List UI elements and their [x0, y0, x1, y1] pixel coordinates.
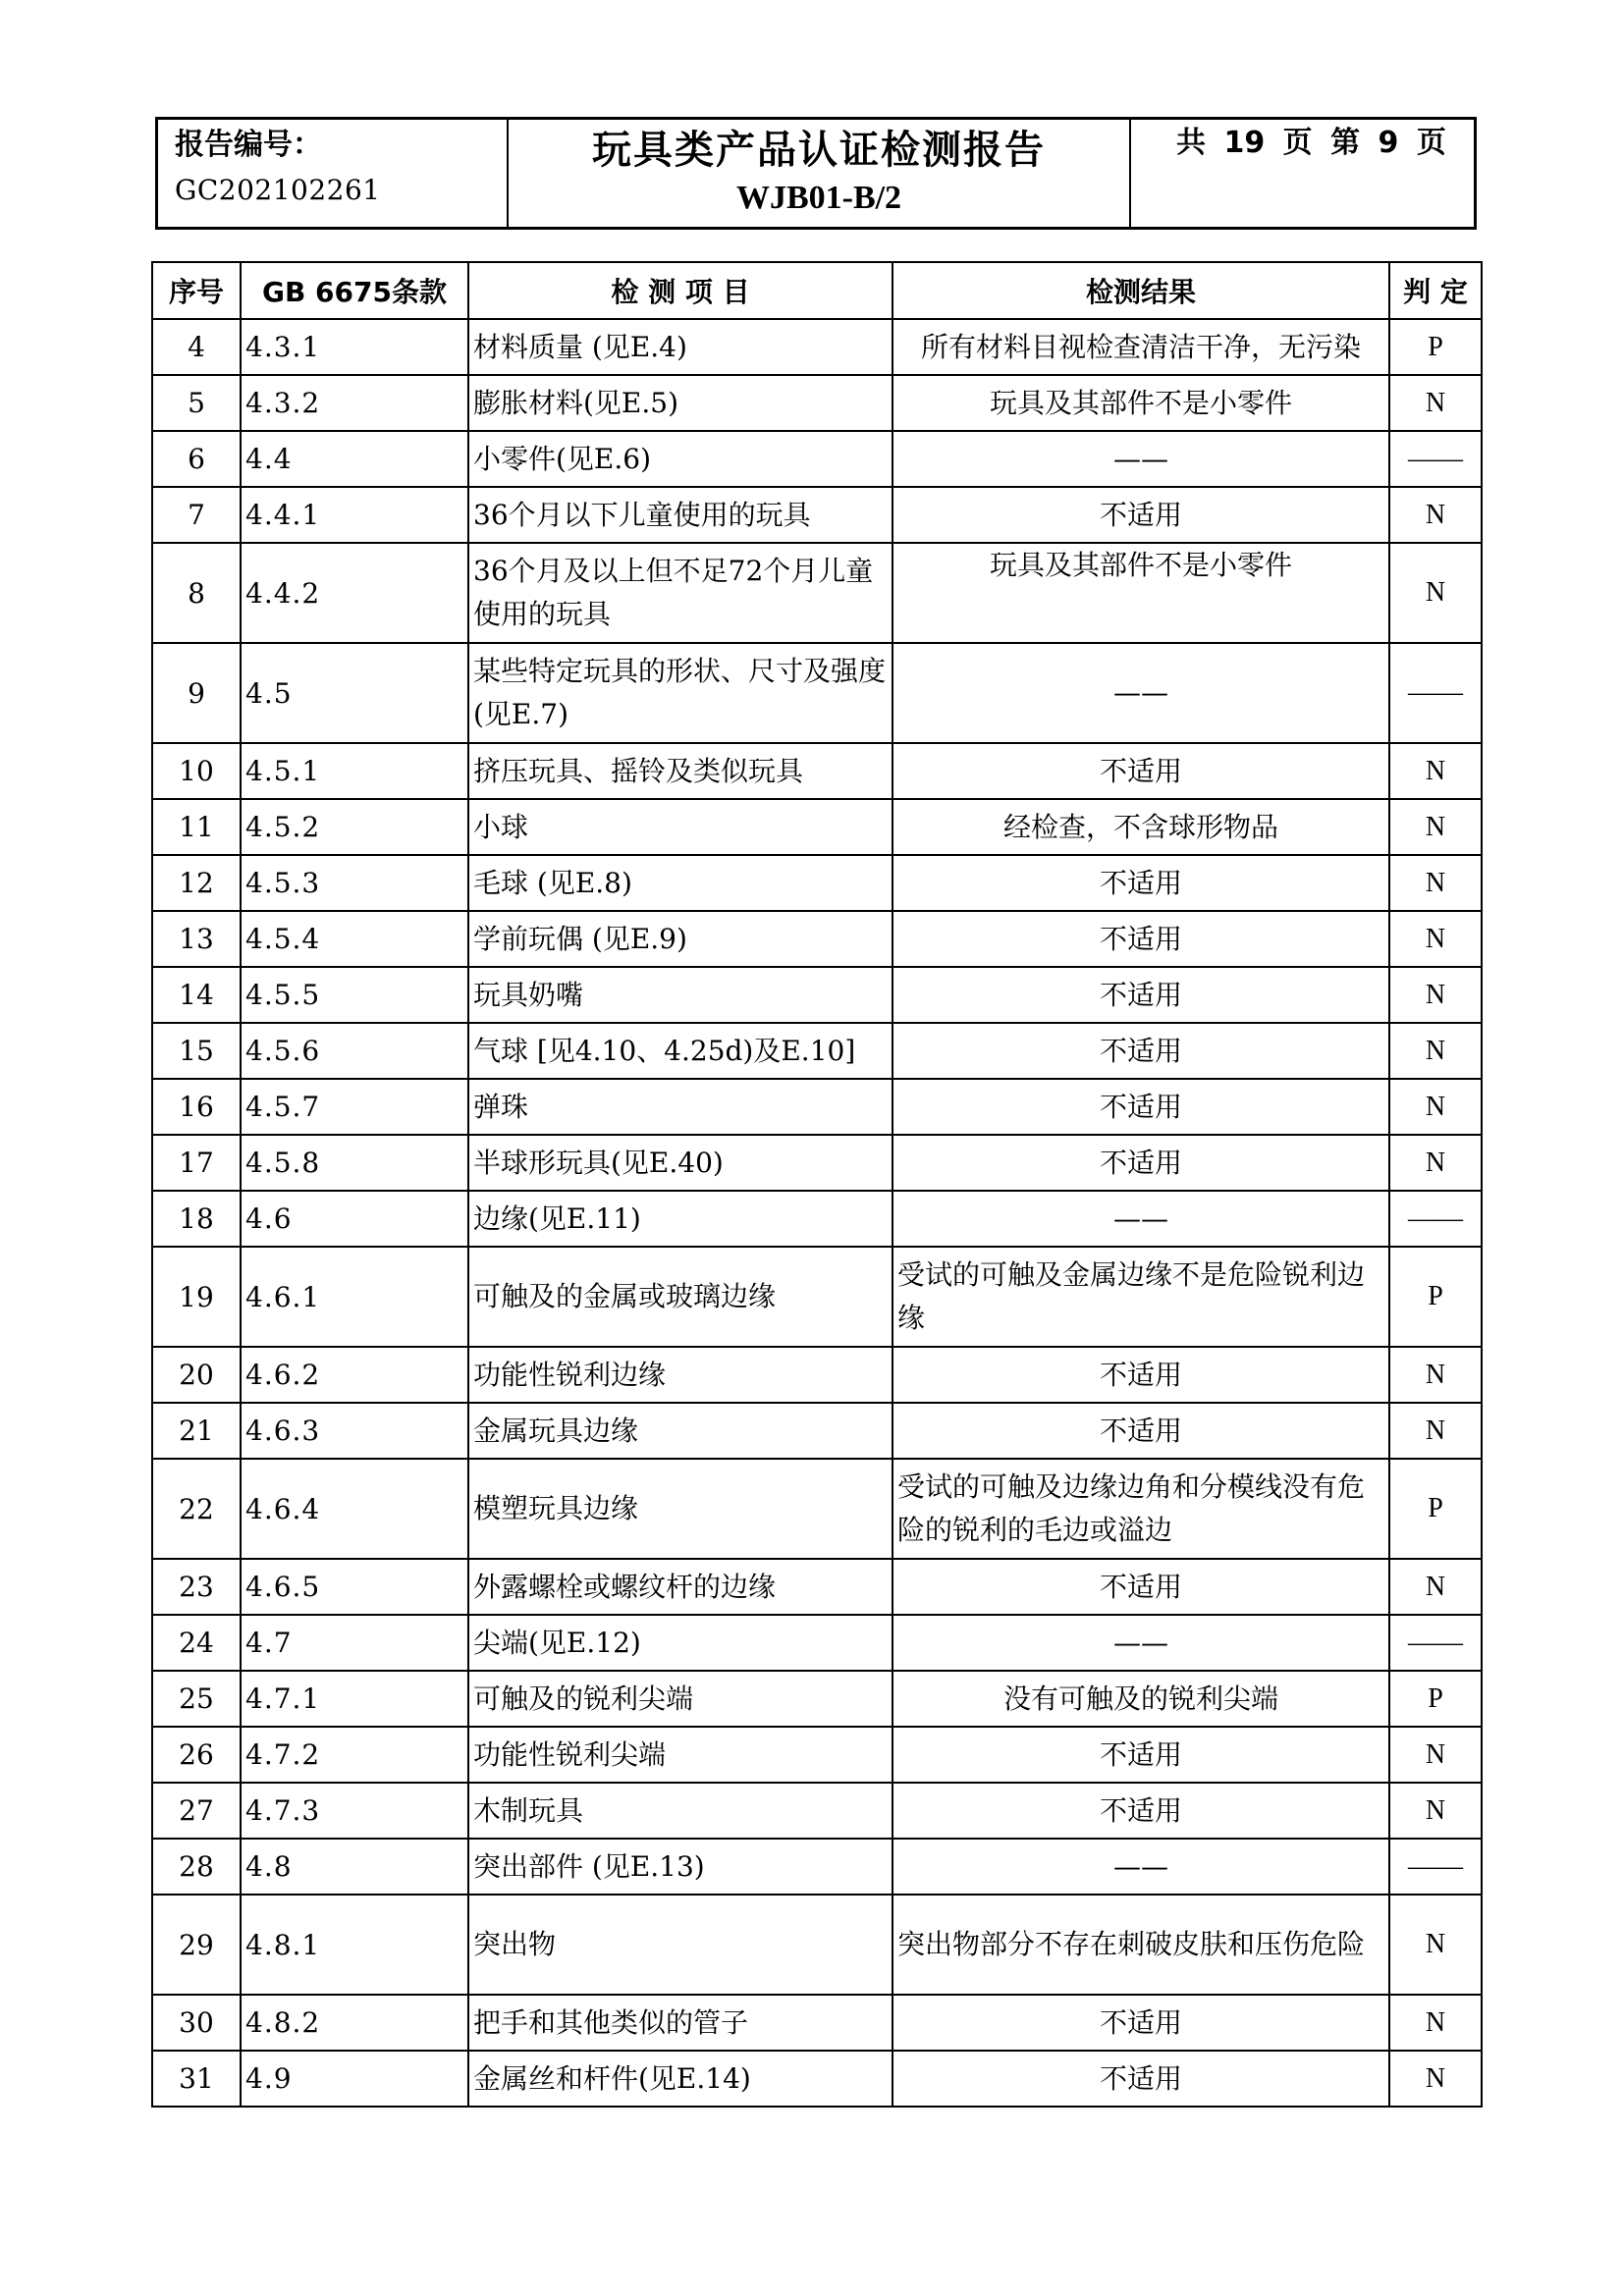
row-result: 玩具及其部件不是小零件	[893, 543, 1389, 643]
row-judgment: N	[1389, 1995, 1482, 2051]
row-judgment: N	[1389, 1347, 1482, 1403]
row-judgment: ——	[1389, 431, 1482, 487]
row-clause: 4.6.5	[241, 1559, 468, 1615]
row-result: 没有可触及的锐利尖端	[893, 1671, 1389, 1727]
row-clause: 4.7.3	[241, 1783, 468, 1839]
row-item: 把手和其他类似的管子	[468, 1995, 893, 2051]
row-judgment: N	[1389, 375, 1482, 431]
row-no: 25	[152, 1671, 241, 1727]
table-row	[152, 1895, 1482, 1995]
row-item: 功能性锐利边缘	[468, 1347, 893, 1403]
row-no: 22	[152, 1459, 241, 1559]
row-result: 不适用	[893, 855, 1389, 911]
row-judgment: N	[1389, 1023, 1482, 1079]
row-no: 14	[152, 967, 241, 1023]
col-header-result: 检测结果	[893, 262, 1389, 319]
row-judgment: N	[1389, 967, 1482, 1023]
row-result: ——	[893, 431, 1389, 487]
row-result: 受试的可触及边缘边角和分模线没有危险的锐利的毛边或溢边	[893, 1459, 1389, 1559]
row-no: 16	[152, 1079, 241, 1135]
row-judgment: N	[1389, 487, 1482, 543]
row-judgment: ——	[1389, 643, 1482, 743]
table-row	[152, 1079, 1482, 1135]
row-judgment: N	[1389, 1559, 1482, 1615]
report-form-code: WJB01-B/2	[735, 180, 902, 216]
row-item: 小球	[468, 799, 893, 855]
row-item: 模塑玩具边缘	[468, 1459, 893, 1559]
row-clause: 4.5.8	[241, 1135, 468, 1191]
row-no: 19	[152, 1247, 241, 1347]
row-item: 功能性锐利尖端	[468, 1727, 893, 1783]
row-clause: 4.5.7	[241, 1079, 468, 1135]
table-row	[152, 1135, 1482, 1191]
row-result: 所有材料目视检查清洁干净，无污染	[893, 319, 1389, 375]
row-no: 15	[152, 1023, 241, 1079]
row-no: 28	[152, 1839, 241, 1895]
table-row	[152, 1023, 1482, 1079]
row-no: 10	[152, 743, 241, 799]
table-row	[152, 1191, 1482, 1247]
row-no: 30	[152, 1995, 241, 2051]
row-no: 23	[152, 1559, 241, 1615]
row-item: 可触及的金属或玻璃边缘	[468, 1247, 893, 1347]
row-result: 不适用	[893, 967, 1389, 1023]
row-judgment: ——	[1389, 1839, 1482, 1895]
row-no: 21	[152, 1403, 241, 1459]
row-clause: 4.5.2	[241, 799, 468, 855]
row-item: 气球 [见4.10、4.25d)及E.10]	[468, 1023, 893, 1079]
row-judgment: P	[1389, 1671, 1482, 1727]
table-row	[152, 1459, 1482, 1559]
row-judgment: N	[1389, 799, 1482, 855]
row-item: 突出部件 (见E.13)	[468, 1839, 893, 1895]
row-no: 6	[152, 431, 241, 487]
table-row	[152, 1559, 1482, 1615]
table-row	[152, 1247, 1482, 1347]
row-result: ——	[893, 1191, 1389, 1247]
row-result: 经检查，不含球形物品	[893, 799, 1389, 855]
page-count-cell	[1131, 120, 1474, 227]
row-result: 不适用	[893, 487, 1389, 543]
row-clause: 4.6.1	[241, 1247, 468, 1347]
row-judgment: N	[1389, 855, 1482, 911]
row-no: 20	[152, 1347, 241, 1403]
row-no: 7	[152, 487, 241, 543]
row-clause: 4.4.1	[241, 487, 468, 543]
table-header-row	[152, 262, 1482, 319]
row-result: ——	[893, 1615, 1389, 1671]
table-row	[152, 1839, 1482, 1895]
row-clause: 4.5.6	[241, 1023, 468, 1079]
table-row	[152, 1347, 1482, 1403]
table-row	[152, 643, 1482, 743]
row-item: 材料质量 (见E.4)	[468, 319, 893, 375]
report-header	[155, 117, 1477, 230]
row-clause: 4.6	[241, 1191, 468, 1247]
row-judgment: N	[1389, 1895, 1482, 1995]
report-number-label: 报告编号：	[175, 128, 322, 162]
table-row	[152, 911, 1482, 967]
row-item: 木制玩具	[468, 1783, 893, 1839]
row-item: 小零件(见E.6)	[468, 431, 893, 487]
row-item: 半球形玩具(见E.40)	[468, 1135, 893, 1191]
table-row	[152, 855, 1482, 911]
row-clause: 4.7	[241, 1615, 468, 1671]
row-no: 26	[152, 1727, 241, 1783]
report-number: GC202102261	[175, 174, 381, 206]
row-result: 不适用	[893, 743, 1389, 799]
row-clause: 4.8	[241, 1839, 468, 1895]
row-result: 不适用	[893, 1995, 1389, 2051]
table-row	[152, 1403, 1482, 1459]
row-clause: 4.6.2	[241, 1347, 468, 1403]
row-clause: 4.8.2	[241, 1995, 468, 2051]
row-result: 不适用	[893, 2051, 1389, 2107]
row-item: 36个月及以上但不足72个月儿童使用的玩具	[468, 543, 893, 643]
row-result: 不适用	[893, 1023, 1389, 1079]
table-row	[152, 319, 1482, 375]
table-row	[152, 431, 1482, 487]
row-result: 不适用	[893, 1135, 1389, 1191]
row-judgment: N	[1389, 1079, 1482, 1135]
row-judgment: N	[1389, 2051, 1482, 2107]
row-clause: 4.5	[241, 643, 468, 743]
row-judgment: P	[1389, 1247, 1482, 1347]
row-no: 17	[152, 1135, 241, 1191]
row-clause: 4.8.1	[241, 1895, 468, 1995]
table-row	[152, 375, 1482, 431]
row-judgment: N	[1389, 743, 1482, 799]
row-no: 4	[152, 319, 241, 375]
report-number-cell	[158, 120, 509, 227]
row-item: 膨胀材料(见E.5)	[468, 375, 893, 431]
row-result: 受试的可触及金属边缘不是危险锐利边缘	[893, 1247, 1389, 1347]
col-header-clause: GB 6675条款	[241, 262, 468, 319]
row-result: 不适用	[893, 911, 1389, 967]
row-clause: 4.7.1	[241, 1671, 468, 1727]
row-clause: 4.6.4	[241, 1459, 468, 1559]
row-item: 突出物	[468, 1895, 893, 1995]
page-count: 共 19 页 第 9 页	[1176, 126, 1446, 160]
row-clause: 4.5.4	[241, 911, 468, 967]
row-result: 玩具及其部件不是小零件	[893, 375, 1389, 431]
row-item: 弹珠	[468, 1079, 893, 1135]
row-clause: 4.3.1	[241, 319, 468, 375]
row-no: 9	[152, 643, 241, 743]
row-item: 外露螺栓或螺纹杆的边缘	[468, 1559, 893, 1615]
row-item: 某些特定玩具的形状、尺寸及强度(见E.7)	[468, 643, 893, 743]
row-result: 不适用	[893, 1403, 1389, 1459]
row-no: 5	[152, 375, 241, 431]
row-no: 12	[152, 855, 241, 911]
row-no: 8	[152, 543, 241, 643]
row-item: 金属丝和杆件(见E.14)	[468, 2051, 893, 2107]
table-row	[152, 1783, 1482, 1839]
row-no: 31	[152, 2051, 241, 2107]
row-judgment: N	[1389, 1403, 1482, 1459]
row-item: 尖端(见E.12)	[468, 1615, 893, 1671]
row-item: 可触及的锐利尖端	[468, 1671, 893, 1727]
row-judgment: N	[1389, 1783, 1482, 1839]
row-clause: 4.5.5	[241, 967, 468, 1023]
col-header-judgment: 判 定	[1389, 262, 1482, 319]
row-no: 11	[152, 799, 241, 855]
row-result: 不适用	[893, 1727, 1389, 1783]
table-row	[152, 743, 1482, 799]
report-title-cell	[509, 120, 1131, 227]
row-judgment: N	[1389, 1727, 1482, 1783]
row-result: 不适用	[893, 1559, 1389, 1615]
row-item: 玩具奶嘴	[468, 967, 893, 1023]
row-item: 挤压玩具、摇铃及类似玩具	[468, 743, 893, 799]
table-row	[152, 1727, 1482, 1783]
row-clause: 4.6.3	[241, 1403, 468, 1459]
row-item: 36个月以下儿童使用的玩具	[468, 487, 893, 543]
row-result: 不适用	[893, 1079, 1389, 1135]
row-judgment: N	[1389, 543, 1482, 643]
row-no: 13	[152, 911, 241, 967]
row-judgment: N	[1389, 1135, 1482, 1191]
table-row	[152, 1995, 1482, 2051]
row-result: 不适用	[893, 1783, 1389, 1839]
row-clause: 4.4.2	[241, 543, 468, 643]
row-judgment: ——	[1389, 1191, 1482, 1247]
table-row	[152, 1615, 1482, 1671]
table-row	[152, 967, 1482, 1023]
report-title: 玩具类产品认证检测报告	[592, 128, 1046, 173]
row-judgment: P	[1389, 319, 1482, 375]
row-item: 金属玩具边缘	[468, 1403, 893, 1459]
row-clause: 4.5.3	[241, 855, 468, 911]
row-clause: 4.4	[241, 431, 468, 487]
table-row	[152, 2051, 1482, 2107]
row-no: 18	[152, 1191, 241, 1247]
row-result: 突出物部分不存在刺破皮肤和压伤危险	[893, 1895, 1389, 1995]
table-row	[152, 1671, 1482, 1727]
table-row	[152, 799, 1482, 855]
row-judgment: N	[1389, 911, 1482, 967]
row-clause: 4.7.2	[241, 1727, 468, 1783]
row-judgment: P	[1389, 1459, 1482, 1559]
col-header-item: 检 测 项 目	[468, 262, 893, 319]
row-judgment: ——	[1389, 1615, 1482, 1671]
col-header-no: 序号	[152, 262, 241, 319]
test-results-table	[151, 261, 1483, 2108]
row-clause: 4.9	[241, 2051, 468, 2107]
row-clause: 4.5.1	[241, 743, 468, 799]
row-item: 学前玩偶 (见E.9)	[468, 911, 893, 967]
row-item: 边缘(见E.11)	[468, 1191, 893, 1247]
row-result: 不适用	[893, 1347, 1389, 1403]
table-row	[152, 543, 1482, 643]
row-item: 毛球 (见E.8)	[468, 855, 893, 911]
row-no: 29	[152, 1895, 241, 1995]
row-result: ——	[893, 1839, 1389, 1895]
row-no: 24	[152, 1615, 241, 1671]
table-row	[152, 487, 1482, 543]
row-clause: 4.3.2	[241, 375, 468, 431]
row-result: ——	[893, 643, 1389, 743]
row-no: 27	[152, 1783, 241, 1839]
